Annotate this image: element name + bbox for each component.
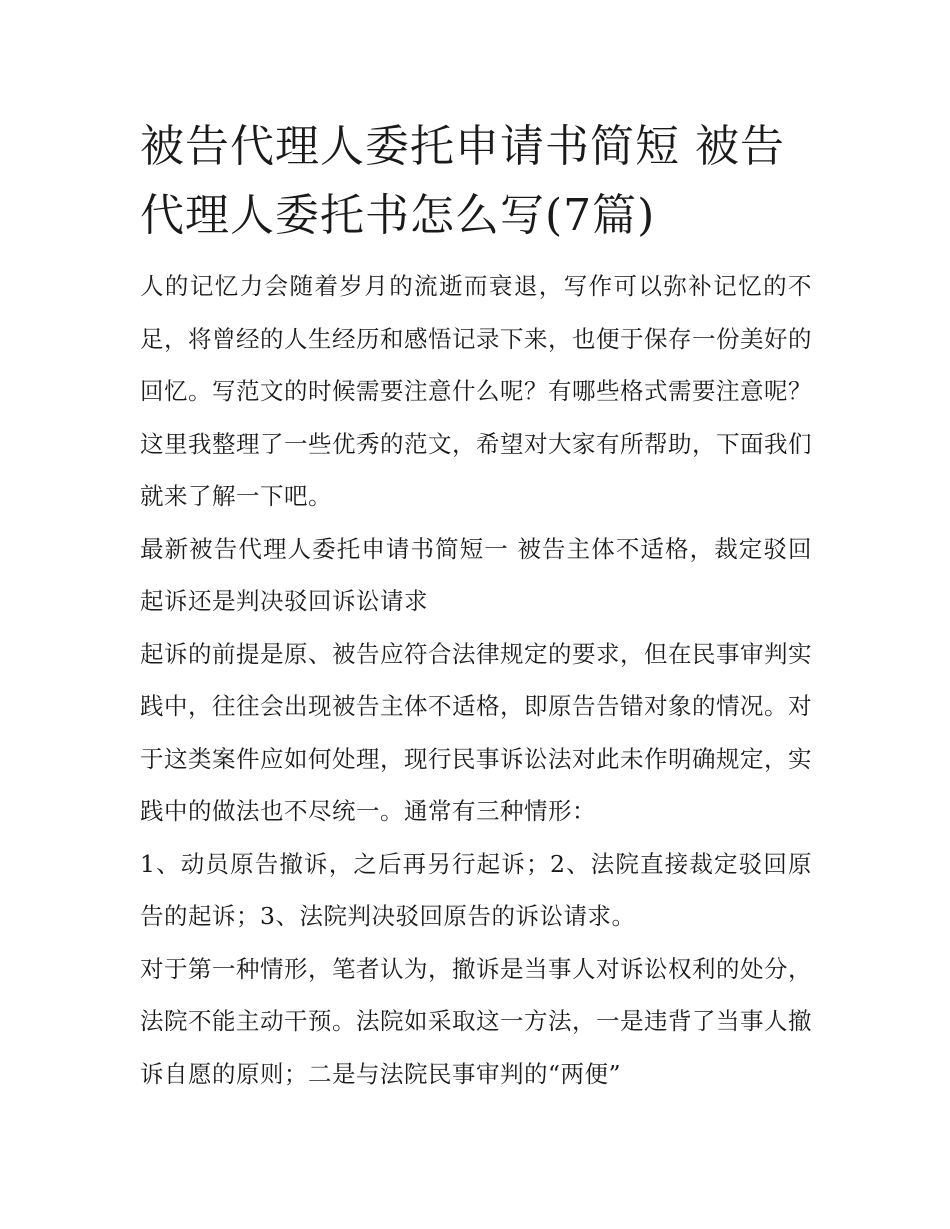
document-title: 被告代理人委托申请书简短 被告代理人委托书怎么写(7篇) [140, 121, 785, 241]
paragraph-section-heading: 最新被告代理人委托申请书简短一 被告主体不适格，裁定驳回起诉还是判决驳回诉讼请求 [140, 534, 812, 615]
paragraph-intro: 人的记忆力会随着岁月的流逝而衰退，写作可以弥补记忆的不足，将曾经的人生经历和感悟记录下来，也便于保存一份美好的回忆。写范文的时候需要注意什么呢？有哪些格式需要注意呢？这里我整理了一些优秀的范文，希望对大家有所帮助，下面我们就来了解一下吧。 [140, 272, 812, 510]
paragraph-premise: 起诉的前提是原、被告应符合法律规定的要求，但在民事审判实践中，往往会出现被告主体不适格，即原告告错对象的情况。对于这类案件应如何处理，现行民事诉讼法对此未作明确规定，实践中的做法也不尽统一。通常有三种情形： [140, 639, 812, 825]
document-content [140, 112, 812, 1100]
paragraph-first-case: 对于第一种情形，笔者认为，撤诉是当事人对诉讼权利的处分，法院不能主动干预。法院如采取这一方法，一是违背了当事人撤诉自愿的原则；二是与法院民事审判的“两便” [140, 954, 812, 1088]
paragraph-three-cases: 1、动员原告撤诉，之后再另行起诉；2、法院直接裁定驳回原告的起诉；3、法院判决驳回原告的诉讼请求。 [140, 849, 812, 930]
